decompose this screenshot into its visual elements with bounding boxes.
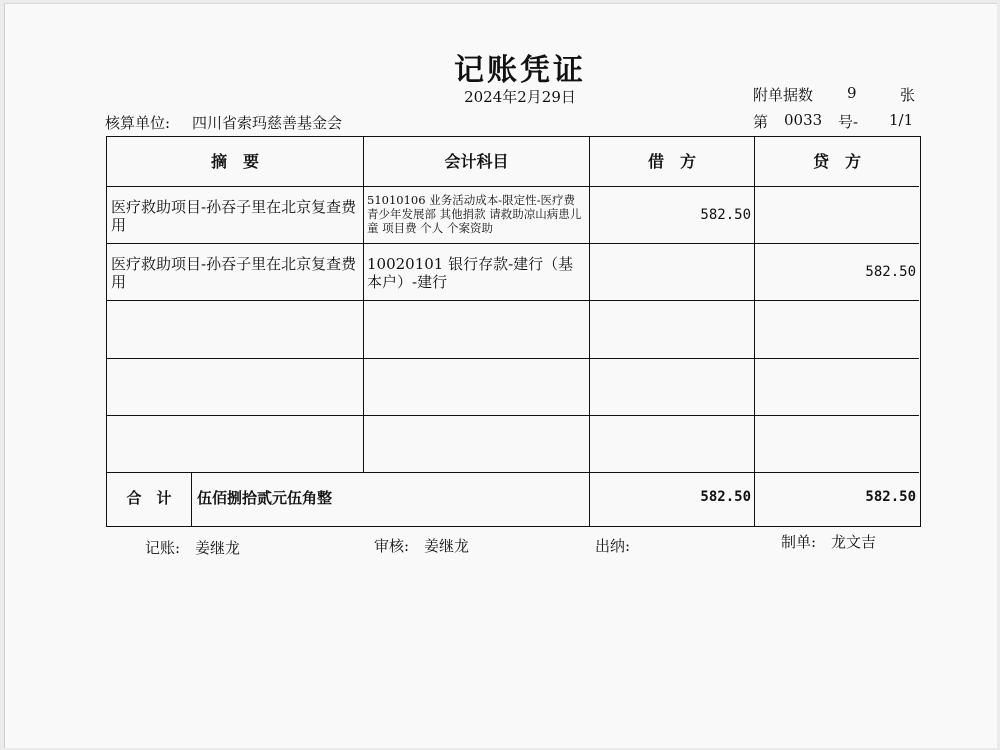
row-divider: [107, 243, 919, 244]
row-divider: [107, 415, 919, 416]
header-account: 会计科目: [444, 152, 509, 171]
col-divider: [363, 137, 364, 472]
number-prefix: 第: [753, 113, 769, 131]
attachments-label: 附单据数: [753, 86, 814, 104]
voucher-number: 0033: [784, 111, 823, 129]
header-summary: 摘 要: [210, 152, 259, 171]
row-2-account: 10020101 银行存款-建行（基本户）-建行: [367, 255, 574, 291]
row-1-summary: 医疗救助项目-孙吞子里在北京复查费用: [111, 198, 357, 234]
row-divider: [107, 358, 919, 359]
reviewer-label: 审核:: [374, 537, 410, 555]
attachments-unit: 张: [900, 86, 916, 104]
voucher-paper: [4, 3, 997, 748]
total-amount-in-words: 伍佰捌拾贰元伍角整: [197, 489, 333, 507]
row-2-credit: 582.50: [865, 264, 916, 280]
preparer-label: 制单:: [781, 533, 817, 551]
row-divider: [107, 300, 919, 301]
col-divider: [191, 472, 192, 526]
row-1-debit: 582.50: [700, 207, 751, 223]
row-2-summary: 医疗救助项目-孙吞子里在北京复查费用: [111, 255, 357, 291]
col-divider: [589, 137, 590, 526]
total-label: 合 计: [126, 489, 172, 507]
cashier-label: 出纳:: [595, 537, 631, 555]
page-indicator: 1/1: [889, 111, 914, 129]
header-debit: 借 方: [647, 152, 696, 171]
reviewer-name: 姜继龙: [424, 537, 470, 555]
voucher-table: [106, 136, 921, 527]
total-debit: 582.50: [700, 489, 751, 505]
col-divider: [754, 137, 755, 526]
unit-label: 核算单位:: [105, 114, 171, 132]
row-divider: [107, 472, 919, 473]
total-credit: 582.50: [865, 489, 916, 505]
preparer-name: 龙文吉: [831, 533, 877, 551]
voucher-date: 2024年2月29日: [464, 88, 576, 106]
bookkeeper-label: 记账:: [145, 539, 181, 557]
row-divider: [107, 186, 919, 187]
number-suffix: 号-: [838, 113, 859, 131]
unit-name: 四川省索玛慈善基金会: [192, 114, 343, 132]
row-1-account: 51010106 业务活动成本-限定性-医疗费 青少年发展部 其他捐款 请救助凉山病患儿童 项目费 个人 个案资助: [367, 193, 582, 235]
attachments-count: 9: [847, 84, 857, 102]
voucher-title: 记账凭证: [454, 53, 586, 88]
bookkeeper-name: 姜继龙: [195, 539, 241, 557]
header-credit: 贷 方: [812, 152, 861, 171]
